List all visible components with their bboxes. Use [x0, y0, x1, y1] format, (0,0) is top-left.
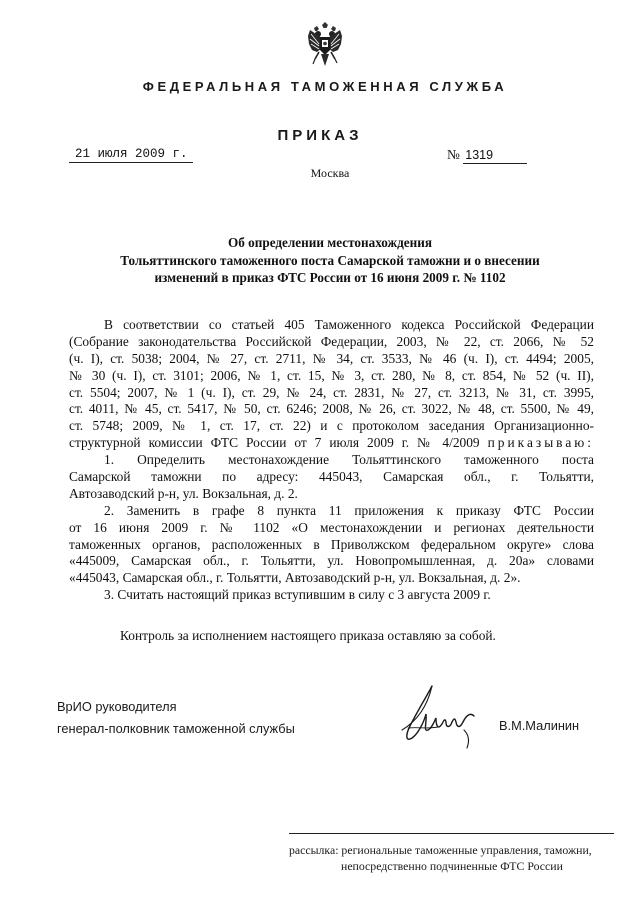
title-line: Тольяттинского таможенного поста Самарской таможни и о внесении — [120, 252, 540, 268]
item-2-line: «445009, Самарская обл., г. Тольятти, ул. Новопромышленная, д. 20а» словами — [69, 553, 594, 569]
preamble-line: ст. 4011, № 45, ст. 5417, № 50, ст. 6246; 2008, № 26, ст. 3022, № 48, ст. 5500, № 49, — [69, 401, 594, 417]
order-word: приказываю: — [487, 435, 594, 451]
preamble-line: (Собрание законодательства Российской Федерации, 2003, № 22, ст. 2066, № 52 — [69, 333, 594, 349]
item-2-line: от 16 июня 2009 г. № 1102 «О местонахождении и регионах деятельности — [69, 519, 594, 535]
preamble-line: В соответствии со статьей 405 Таможенного кодекса Российской Федерации — [104, 317, 594, 332]
item-1-line: Автозаводский р-н, ул. Вокзальная, д. 2. — [69, 485, 298, 501]
item-1-line: 1. Определить местонахождение Тольяттинского таможенного поста — [104, 452, 594, 468]
russian-eagle-coat-of-arms-icon — [307, 22, 343, 68]
position-line: генерал-полковник таможенной службы — [57, 721, 295, 736]
title-line: изменений в приказ ФТС России от 16 июня 2009 г. № 1102 — [154, 270, 506, 285]
preamble-line: ст. 5748; 2009, № 1, ст. 17, ст. 22) и с протоколом заседания Организационно- — [69, 418, 594, 434]
number-sign: № — [447, 147, 460, 162]
order-date: 21 июля 2009 г. — [69, 147, 193, 163]
document-type: ПРИКАЗ — [277, 127, 363, 144]
item-2-line: таможенных органов, расположенных в Приволжском федеральном округе» слова — [69, 536, 594, 552]
order-number-value: 1319 — [463, 148, 527, 164]
issue-city: Москва — [310, 166, 350, 180]
item-2-line: 2. Заменить в графе 8 пункта 11 приложения к приказу ФТС России — [104, 502, 594, 518]
signer-name: В.М.Малинин — [499, 718, 580, 733]
mailing-line: непосредственно подчиненные ФТС России — [341, 859, 563, 873]
item-2-line: «445043, Самарская обл., г. Тольятти, Автозаводский р-н, ул. Вокзальная, д. 2». — [69, 570, 521, 586]
mailing-line: рассылка: региональные таможенные управления, таможни, — [289, 843, 592, 857]
item-1-line: Самарской таможни по адресу: 445043, Самарская обл., г. Тольятти, — [69, 469, 594, 485]
signatory-position — [57, 696, 295, 740]
control-clause: Контроль за исполнением настоящего приказа оставляю за собой. — [120, 628, 496, 643]
order-body — [69, 317, 594, 604]
preamble-line: ст. 5504; 2007, № 1 (ч. I), ст. 29, № 24, ст. 2831, № 27, ст. 3213, № 31, ст. 3995, — [69, 384, 594, 400]
position-line: ВрИО руководителя — [57, 699, 177, 714]
agency-name: ФЕДЕРАЛЬНАЯ ТАМОЖЕННАЯ СЛУЖБА — [142, 79, 508, 94]
mailing-divider — [289, 833, 614, 834]
preamble-line — [69, 435, 594, 452]
order-number — [447, 147, 527, 164]
order-title — [60, 234, 600, 287]
item-3-line: 3. Считать настоящий приказ вступившим в силу с 3 августа 2009 г. — [104, 587, 491, 603]
preamble-text: структурной комиссии ФТС России от 7 июля 2009 г. № 4/2009 — [69, 435, 480, 451]
mailing-list — [289, 842, 619, 874]
title-line: Об определении местонахождения — [228, 235, 432, 250]
preamble-line: № 30 (ч. I), ст. 3101; 2006, № 1, ст. 15, № 3, ст. 280, № 8, ст. 854, № 52 (ч. II), — [69, 367, 594, 383]
preamble-line: (ч. I), ст. 5038; 2004, № 27, ст. 2711, № 34, ст. 3533, № 46 (ч. I), ст. 4494; 2005, — [69, 350, 594, 366]
handwritten-signature-icon — [388, 682, 488, 752]
